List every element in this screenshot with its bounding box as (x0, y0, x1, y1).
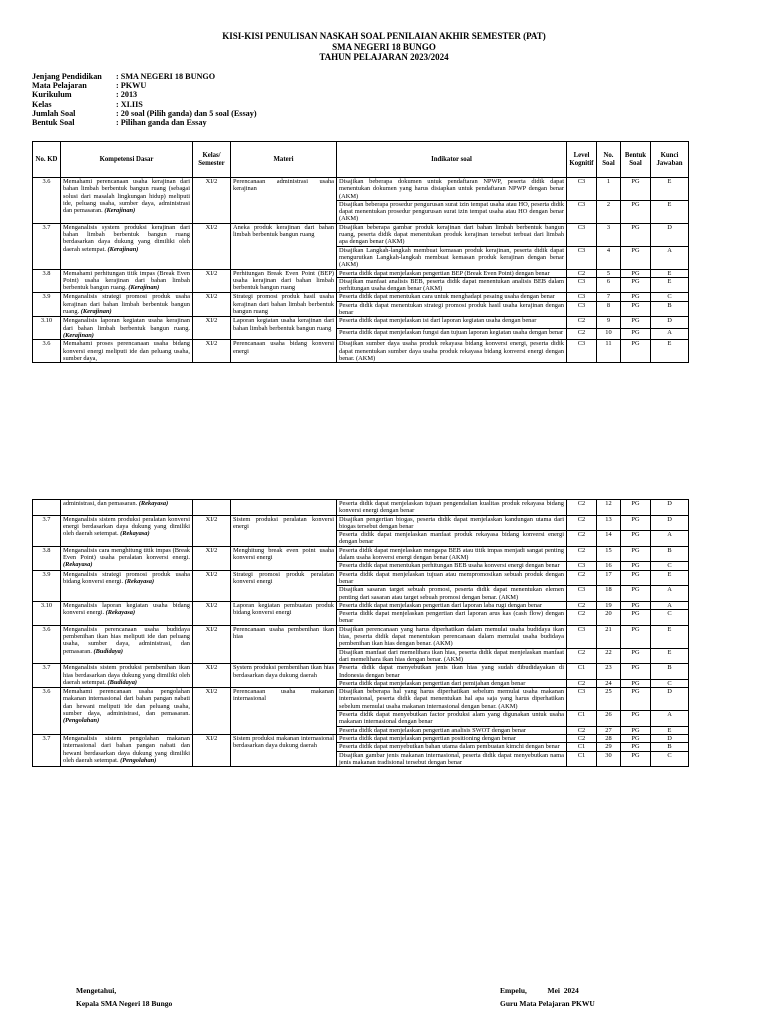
level-kognitif: C3 (567, 340, 597, 363)
nomor-soal: 4 (597, 246, 621, 269)
level-kognitif: C3 (567, 200, 597, 223)
bentuk-soal: PG (621, 223, 651, 246)
kd-number: 3.9 (33, 570, 61, 601)
title-line-2: SMA NEGERI 18 BUNGO (332, 41, 436, 52)
meta-value: : Pilihan ganda dan Essay (116, 118, 207, 128)
indikator-soal: Disajikan sumber daya usaha produk rekayasa bidang konversi energi, peserta didik dapat menentukan sumber daya usaha produk rekayasa bidang konversi energi dengan benar. (AKM) (337, 340, 567, 363)
meta-label: Jenjang Pendidikan (32, 72, 102, 81)
meta-row (32, 72, 257, 81)
kompetensi-tag: (Rekayasa) (120, 530, 150, 538)
nomor-soal: 18 (597, 586, 621, 602)
meta-row (32, 81, 257, 90)
nomor-soal: 15 (597, 546, 621, 562)
kd-number: 3.10 (33, 601, 61, 625)
indikator-soal: Disajikan pengertian biogas, peserta didik dapat menjelaskan kandungan utama dari biogas tersebut dengan benar (337, 515, 567, 531)
bentuk-soal: PG (621, 301, 651, 317)
nomor-soal: 24 (597, 679, 621, 687)
kelas-semester: XI/2 (193, 269, 231, 293)
nomor-soal: 7 (597, 293, 621, 301)
header-level-kognitif: Level Kognitif (567, 142, 597, 178)
kunci-jawaban: E (651, 726, 689, 734)
level-kognitif: C3 (567, 562, 597, 570)
bentuk-soal: PG (621, 601, 651, 609)
nomor-soal: 25 (597, 688, 621, 711)
signature-right-line-1: Empelu, Mei 2024 (500, 986, 579, 995)
kunci-jawaban: E (651, 178, 689, 201)
indikator-soal: Peserta didik dapat menjelaskan pengertian analisis SWOT dengan benar (337, 726, 567, 734)
kunci-jawaban: B (651, 546, 689, 562)
kunci-jawaban: A (651, 601, 689, 609)
materi: Laporan kegiatan usaha kerajinan dari bahan limbah berbentuk bangun ruang (231, 317, 337, 340)
bentuk-soal: PG (621, 711, 651, 727)
materi: Aneka produk kerajinan dari bahan limbah berbentuk bangun ruang (231, 223, 337, 269)
bentuk-soal: PG (621, 648, 651, 664)
indikator-soal: Peserta didik dapat menyebutkan jenis ikan hias yang sudah dibudidayakan di Indonesia dengan benar (337, 664, 567, 680)
table-row (33, 734, 689, 742)
kunci-jawaban: C (651, 751, 689, 767)
signature-left (76, 984, 172, 1010)
kd-number: 3.6 (33, 340, 61, 363)
kompetensi-tag: (Pengolahan) (120, 756, 157, 764)
kd-number: 3.7 (33, 734, 61, 766)
kompetensi-dasar: Menganalisis system produksi kerajinan dari bahan limbah berbentuk bangun ruang berdasarkan daya dukung yang dimiliki oleh daerah setempat. (Kerajinan) (61, 223, 193, 269)
level-kognitif: C2 (567, 328, 597, 339)
meta-value: : SMA NEGERI 18 BUNGO (116, 72, 216, 81)
nomor-soal: 5 (597, 269, 621, 277)
level-kognitif: C3 (567, 246, 597, 269)
indikator-soal: Peserta didik dapat menjelaskan pengertian dari laporan arus kas (cash flow) dengan benar (337, 610, 567, 626)
signature-left-line-2: Kepala SMA Negeri 18 Bungo (76, 999, 173, 1008)
nomor-soal: 13 (597, 515, 621, 531)
kunci-jawaban: E (651, 570, 689, 586)
nomor-soal: 6 (597, 277, 621, 293)
level-kognitif: C2 (567, 570, 597, 586)
nomor-soal: 3 (597, 223, 621, 246)
bentuk-soal: PG (621, 625, 651, 648)
indikator-soal: Disajikan beberapa prosedur pengurusan surat izin tempat usaha atau HO, peserta didik dapat menentukan prosedur pengurusan surat izin tempat usaha atau HO dengan benar (AKM) (337, 200, 567, 223)
level-kognitif: C2 (567, 531, 597, 547)
level-kognitif: C3 (567, 688, 597, 711)
kompetensi-tag: (Kerajinan) (80, 308, 112, 316)
indikator-soal: Peserta didik dapat menjelaskan tujuan atau mempromosikan sebuah produk dengan benar (337, 570, 567, 586)
kd-number: 3.8 (33, 546, 61, 570)
kd-number: 3.7 (33, 223, 61, 269)
indikator-soal: Disajikan manfaat analisis BEB, peserta didik dapat menentukan analisis BEB dalam perhitungan usaha dengan benar (AKM) (337, 277, 567, 293)
level-kognitif: C2 (567, 610, 597, 626)
indikator-soal: Disajikan manfaat dari memelihara ikan hias, peserta didik dapat menjelaskan manfaat dari memelihara ikan hias dengan benar. (AKM) (337, 648, 567, 664)
indikator-soal: Disajikan beberapa hal yang harus diperhatikan sebelum memulai usaha makanan internasional, peserta didik dapat menentukan hal apa saja yang harus diperhatikan sebelum memulai usaha makanan internasional dengan benar. (AKM) (337, 688, 567, 711)
kunci-jawaban: E (651, 277, 689, 293)
bentuk-soal: PG (621, 246, 651, 269)
level-kognitif: C2 (567, 269, 597, 277)
header-indikator-soal: Indikator soal (337, 142, 567, 178)
table-row (33, 664, 689, 680)
nomor-soal: 9 (597, 317, 621, 328)
kompetensi-tag: (Kerajinan) (107, 245, 139, 253)
materi: Strategi promosi produk hasil usaha kerajinan dari bahan limbah berbentuk bangun ruang (231, 293, 337, 317)
table-row (33, 570, 689, 586)
kunci-jawaban: E (651, 269, 689, 277)
bentuk-soal: PG (621, 610, 651, 626)
bentuk-soal: PG (621, 277, 651, 293)
bentuk-soal: PG (621, 679, 651, 687)
level-kognitif: C3 (567, 178, 597, 201)
kompetensi-dasar: Menganalisis perencanaan usaha budidaya pembenihan ikan hias meliputi ide dan peluang usaha, sumber daya, administrasi, dan pemasaran. (Budidaya) (61, 625, 193, 663)
bentuk-soal: PG (621, 562, 651, 570)
kunci-jawaban: D (651, 734, 689, 742)
indikator-soal: Peserta didik dapat menjelaskan tujuan pengendalian kualitas produk rekayasa bidang konversi energi dengan benar (337, 500, 567, 516)
kunci-jawaban: D (651, 515, 689, 531)
header-bentuk-soal: Bentuk Soal (621, 142, 651, 178)
materi: System produksi pembenihan ikan hias berdasarkan daya dukung daerah (231, 664, 337, 688)
kunci-jawaban: D (651, 688, 689, 711)
kunci-jawaban: E (651, 340, 689, 363)
materi: Sistem produksi makanan internasional berdasarkan daya dukung daerah (231, 734, 337, 766)
level-kognitif: C3 (567, 223, 597, 246)
kompetensi-tag: (Rekayasa) (138, 500, 169, 507)
bentuk-soal: PG (621, 328, 651, 339)
indikator-soal: Peserta didik dapat menyebutkan factor produksi alam yang digunakan untuk usaha makanan internasional dengan benar (337, 711, 567, 727)
table-row (33, 269, 689, 277)
materi: Perencanaan administrasi usaha kerajinan (231, 178, 337, 224)
bentuk-soal: PG (621, 340, 651, 363)
materi: Menghitung break even point usaha konversi energi (231, 546, 337, 570)
table-row (33, 293, 689, 301)
indikator-soal: Peserta didik dapat menjelaskan fungsi dan tujuan laporan kegiatan usaha dengan benar (337, 328, 567, 339)
header-kelas-semester: Kelas/ Semester (193, 142, 231, 178)
kunci-jawaban: D (651, 500, 689, 516)
kisi-kisi-table-page-2 (32, 499, 689, 767)
level-kognitif: C2 (567, 546, 597, 562)
bentuk-soal: PG (621, 269, 651, 277)
kompetensi-dasar: Memahami perencanaan usaha kerajinan dari bahan limbah berbentuk bangun ruang (sebagai solusi dari masalah lingkungan hidup) meliputi ide, peluang usaha, sumber daya, administrasi dan pemasaran. (Kerajinan) (61, 178, 193, 224)
kelas-semester: XI/2 (193, 570, 231, 601)
kunci-jawaban: D (651, 223, 689, 246)
document-meta (32, 72, 257, 127)
kd-number: 3.8 (33, 269, 61, 293)
title-line-3: TAHUN PELAJARAN 2023/2024 (319, 52, 449, 62)
nomor-soal: 29 (597, 743, 621, 751)
indikator-soal: Disajikan beberapa gambar produk kerajinan dari bahan limbah berbentuk bangun ruang, peserta didik dapat menentukan produk kerajinan tersebut terbuat dari limbah apa dengan benar (AKM) (337, 223, 567, 246)
kompetensi-dasar: Menganalisis cara menghitung titik impas (Break Even Point) usaha peralatan konversi energi. (Rekayasa) (61, 546, 193, 570)
indikator-soal: Peserta didik dapat menjelaskan isi dari laporan kegiatan usaha dengan benar (337, 317, 567, 328)
header-materi: Materi (231, 142, 337, 178)
table-row (33, 340, 689, 363)
meta-value: : XI.IIS (116, 99, 143, 109)
kunci-jawaban: E (651, 200, 689, 223)
kunci-jawaban: A (651, 586, 689, 602)
kompetensi-dasar: Menganalisis laporan kegiatan usaha kerajinan dari bahan limbah berbentuk bangun ruang. (Kerajinan) (61, 317, 193, 340)
level-kognitif: C2 (567, 648, 597, 664)
level-kognitif: C2 (567, 515, 597, 531)
kompetensi-tag: (Kerajinan) (104, 207, 136, 215)
header-no-kd: No. KD (33, 142, 61, 178)
nomor-soal: 8 (597, 301, 621, 317)
indikator-soal: Peserta didik dapat menjelaskan pengertian dari laporan laba rugi dengan benar (337, 601, 567, 609)
level-kognitif: C3 (567, 293, 597, 301)
kompetensi-dasar: Menganalisis sistem produksi peralatan konversi energi berdasarkan daya dukung yang dimiliki oleh daerah setempat. (Rekayasa) (61, 515, 193, 546)
level-kognitif: C3 (567, 586, 597, 602)
materi: Perencanaan usaha bidang konversi energi (231, 340, 337, 363)
meta-label: Mata Pelajaran (32, 81, 87, 91)
kunci-jawaban: A (651, 328, 689, 339)
header-kunci-jawaban: Kunci Jawaban (651, 142, 689, 178)
kompetensi-dasar: administrasi, dan pemasaran. (Rekayasa) (61, 500, 193, 516)
table-row (33, 178, 689, 201)
indikator-soal: Peserta didik dapat menjelaskan pengertian BEP (Break Even Point) dengan benar (337, 269, 567, 277)
kompetensi-tag: (Rekayasa) (63, 561, 93, 569)
indikator-soal: Peserta didik dapat menjelaskan mengapa BEB atau titik impas menjadi sangat penting dalam usaha konversi energi dengan benar (AKM) (337, 546, 567, 562)
title-line-1: KISI-KISI PENULISAN NASKAH SOAL PENILAIAN AKHIR SEMESTER (PAT) (222, 31, 546, 41)
nomor-soal: 11 (597, 340, 621, 363)
kelas-semester: XI/2 (193, 688, 231, 735)
kelas-semester: XI/2 (193, 546, 231, 570)
kompetensi-dasar: Memahami perhitungan titik impas (Break Even Point) usaha kerajinan dari bahan limbah berbentuk bangun ruang. (Kerajinan) (61, 269, 193, 293)
nomor-soal: 1 (597, 178, 621, 201)
kompetensi-dasar: Menganalisis strategi promosi produk usaha bidang konversi energi. (Rekayasa) (61, 570, 193, 601)
kd-number: 3.6 (33, 688, 61, 735)
nomor-soal: 14 (597, 531, 621, 547)
indikator-soal: Peserta didik dapat menyebutkan bahan utama dalam pembuatan kimchi dengan benar (337, 743, 567, 751)
bentuk-soal: PG (621, 664, 651, 680)
kelas-semester: XI/2 (193, 178, 231, 224)
kd-number: 3.7 (33, 515, 61, 546)
level-kognitif: C3 (567, 301, 597, 317)
kelas-semester: XI/2 (193, 734, 231, 766)
kunci-jawaban: B (651, 301, 689, 317)
table-row (33, 601, 689, 609)
header-kompetensi-dasar: Kompetensi Dasar (61, 142, 193, 178)
meta-value: : 20 soal (Pilih ganda) dan 5 soal (Essay) (116, 108, 257, 118)
kunci-jawaban: A (651, 711, 689, 727)
kisi-kisi-table-page-1 (32, 141, 689, 363)
kompetensi-tag: (Rekayasa) (124, 577, 155, 585)
bentuk-soal: PG (621, 751, 651, 767)
nomor-soal: 23 (597, 664, 621, 680)
kompetensi-tag: (Kerajinan) (128, 284, 160, 292)
signature-left-line-1: Mengetahui, (76, 986, 117, 995)
materi (231, 500, 337, 516)
table-row (33, 500, 689, 516)
kompetensi-dasar: Menganalisis sistem pengolahan makanan internasional dari bahan pangan nabati dan hewani berdasarkan daya dukung yang dimiliki oleh daerah setempat. (Pengolahan) (61, 734, 193, 766)
level-kognitif: C2 (567, 317, 597, 328)
bentuk-soal: PG (621, 726, 651, 734)
kompetensi-tag: (Pengolahan) (63, 717, 100, 725)
kunci-jawaban: C (651, 610, 689, 626)
indikator-soal: Peserta didik dapat menjelaskan pengertian dari pemijahan dengan benar (337, 679, 567, 687)
level-kognitif: C2 (567, 601, 597, 609)
level-kognitif: C2 (567, 679, 597, 687)
meta-label: Bentuk Soal (32, 118, 75, 128)
level-kognitif: C2 (567, 726, 597, 734)
level-kognitif: C3 (567, 625, 597, 648)
level-kognitif: C1 (567, 711, 597, 727)
nomor-soal: 30 (597, 751, 621, 767)
bentuk-soal: PG (621, 531, 651, 547)
bentuk-soal: PG (621, 734, 651, 742)
level-kognitif: C1 (567, 664, 597, 680)
indikator-soal: Peserta didik dapat menentukan perhitungan BEB usaha konversi energi dengan benar (337, 562, 567, 570)
nomor-soal: 16 (597, 562, 621, 570)
kelas-semester (193, 500, 231, 516)
indikator-soal: Peserta didik dapat menentukan strategi promosi produk hasil usaha kerajinan dengan benar (337, 301, 567, 317)
bentuk-soal: PG (621, 570, 651, 586)
kunci-jawaban: B (651, 743, 689, 751)
materi: Perhitungan Break Even Point (BEP) usaha kerajinan dari bahan limbah berbentuk bangun ruang (231, 269, 337, 293)
kunci-jawaban: C (651, 679, 689, 687)
nomor-soal: 26 (597, 711, 621, 727)
kelas-semester: XI/2 (193, 340, 231, 363)
indikator-soal: Peserta didik dapat menjelaskan manfaat produk rekayasa bidang konversi energi dengan benar (337, 531, 567, 547)
meta-label: Jumlah Soal (32, 108, 76, 118)
table-row (33, 688, 689, 711)
bentuk-soal: PG (621, 500, 651, 516)
meta-label: Kelas (32, 99, 52, 109)
kunci-jawaban: A (651, 531, 689, 547)
signature-right-line-2: Guru Mata Pelajaran PKWU (500, 999, 595, 1008)
kompetensi-tag: (Kerajinan) (63, 331, 94, 339)
kompetensi-dasar: Menganalisis laporan kegiatan usaha bidang konversi energi. (Rekayasa) (61, 601, 193, 625)
header-no-soal: No. Soal (597, 142, 621, 178)
kompetensi-tag: (Rekayasa) (105, 609, 136, 617)
table-row (33, 546, 689, 562)
kd-number: 3.9 (33, 293, 61, 317)
kompetensi-dasar: Menganalisis sistem produksi pembenihan ikan hias berdasarkan daya dukung yang dimiliki oleh daerah setempat. (Budidaya) (61, 664, 193, 688)
kunci-jawaban: E (651, 625, 689, 648)
meta-label: Kurikulum (32, 90, 72, 100)
indikator-soal: Peserta didik dapat menentukan cara untuk menghadapi pesaing usaha dengan benar (337, 293, 567, 301)
nomor-soal: 2 (597, 200, 621, 223)
indikator-soal: Disajikan beberapa dokumen untuk pendaftaran NPWP, peserta didik dapat menentukan dokumen yang harus disiapkan untuk pendaftaran NPWP dengan benar (AKM) (337, 178, 567, 201)
bentuk-soal: PG (621, 743, 651, 751)
nomor-soal: 27 (597, 726, 621, 734)
kd-number: 3.6 (33, 178, 61, 224)
nomor-soal: 28 (597, 734, 621, 742)
materi: Sistem produksi peralatan konversi energi (231, 515, 337, 546)
indikator-soal: Disajikan sasaran target sebuah promosi, peserta didik dapat menentukan elemen penting dari sasaran atau target sebuah promosi dengan benar. (AKM) (337, 586, 567, 602)
kunci-jawaban: C (651, 293, 689, 301)
bentuk-soal: PG (621, 546, 651, 562)
indikator-soal: Disajikan Langkah-langkah membuat kemasan produk kerajinan, peserta didik dapat mengurutkan Langkah-langkah membuat kemasan produk kerajinan dengan benar (AKM) (337, 246, 567, 269)
kompetensi-dasar: Memahami proses perencanaan usaha bidang konversi energi meliputi ide dan peluang usaha, sumber daya, (61, 340, 193, 363)
kelas-semester: XI/2 (193, 223, 231, 269)
level-kognitif: C1 (567, 743, 597, 751)
kunci-jawaban: B (651, 664, 689, 680)
kd-number (33, 500, 61, 516)
document-title (0, 31, 768, 63)
level-kognitif: C2 (567, 500, 597, 516)
signature-right (500, 984, 595, 1010)
nomor-soal: 10 (597, 328, 621, 339)
bentuk-soal: PG (621, 317, 651, 328)
materi: Perencanaan usaha makanan internasional (231, 688, 337, 735)
meta-row (32, 109, 257, 118)
meta-value: : PKWU (116, 81, 147, 91)
table-row (33, 515, 689, 531)
kompetensi-dasar: Menganalisis strategi promosi produk usaha kerajinan dari bahan limbah berbentuk bangun ruang. (Kerajinan) (61, 293, 193, 317)
level-kognitif: C2 (567, 734, 597, 742)
kompetensi-tag: (Budidaya) (93, 647, 123, 655)
kelas-semester: XI/2 (193, 317, 231, 340)
kunci-jawaban: E (651, 648, 689, 664)
nomor-soal: 20 (597, 610, 621, 626)
kelas-semester: XI/2 (193, 664, 231, 688)
kd-number: 3.7 (33, 664, 61, 688)
meta-value: : 2013 (116, 90, 138, 100)
bentuk-soal: PG (621, 200, 651, 223)
materi: Perencanaan usaha pembenihan ikan hias (231, 625, 337, 663)
materi: Laporan kegiatan pembuatan produk bidang konversi energi (231, 601, 337, 625)
kunci-jawaban: D (651, 317, 689, 328)
meta-row (32, 100, 257, 109)
kd-number: 3.10 (33, 317, 61, 340)
table-row (33, 317, 689, 328)
kelas-semester: XI/2 (193, 293, 231, 317)
kd-number: 3.6 (33, 625, 61, 663)
kunci-jawaban: A (651, 246, 689, 269)
nomor-soal: 22 (597, 648, 621, 664)
indikator-soal: Disajikan gambar jenis makanan internasional, peserta didik dapat menyebutkan nama jenis makanan tradisional tersebut dengan benar (337, 751, 567, 767)
kelas-semester: XI/2 (193, 515, 231, 546)
nomor-soal: 21 (597, 625, 621, 648)
level-kognitif: C3 (567, 277, 597, 293)
bentuk-soal: PG (621, 178, 651, 201)
bentuk-soal: PG (621, 688, 651, 711)
kunci-jawaban: C (651, 562, 689, 570)
bentuk-soal: PG (621, 515, 651, 531)
kelas-semester: XI/2 (193, 601, 231, 625)
kompetensi-tag: (Budidaya) (107, 678, 138, 686)
level-kognitif: C1 (567, 751, 597, 767)
meta-row (32, 118, 257, 127)
bentuk-soal: PG (621, 293, 651, 301)
meta-row (32, 90, 257, 99)
indikator-soal: Peserta didik dapat menjelaskan pengertian positioning dengan benar (337, 734, 567, 742)
kelas-semester: XI/2 (193, 625, 231, 663)
nomor-soal: 17 (597, 570, 621, 586)
nomor-soal: 12 (597, 500, 621, 516)
kompetensi-dasar: Memahami perencanaan usaha pengolahan makanan internasional dari bahan pangan nabati dan hewani meliputi ide dan peluang usaha, sumber daya, administrasi, dan pemasaran. (Pengolahan) (61, 688, 193, 735)
table-row (33, 223, 689, 246)
bentuk-soal: PG (621, 586, 651, 602)
indikator-soal: Disajikan perencanaan yang harus diperhatikan dalam memulai usaha budidaya ikan hias, peserta didik dapat menentukan perencanaan dalam memulai usaha budidaya pembenihan ikan hias dengan benar. (AKM) (337, 625, 567, 648)
materi: Strategi promosi produk peralatan konversi energi (231, 570, 337, 601)
nomor-soal: 19 (597, 601, 621, 609)
table-row (33, 625, 689, 648)
